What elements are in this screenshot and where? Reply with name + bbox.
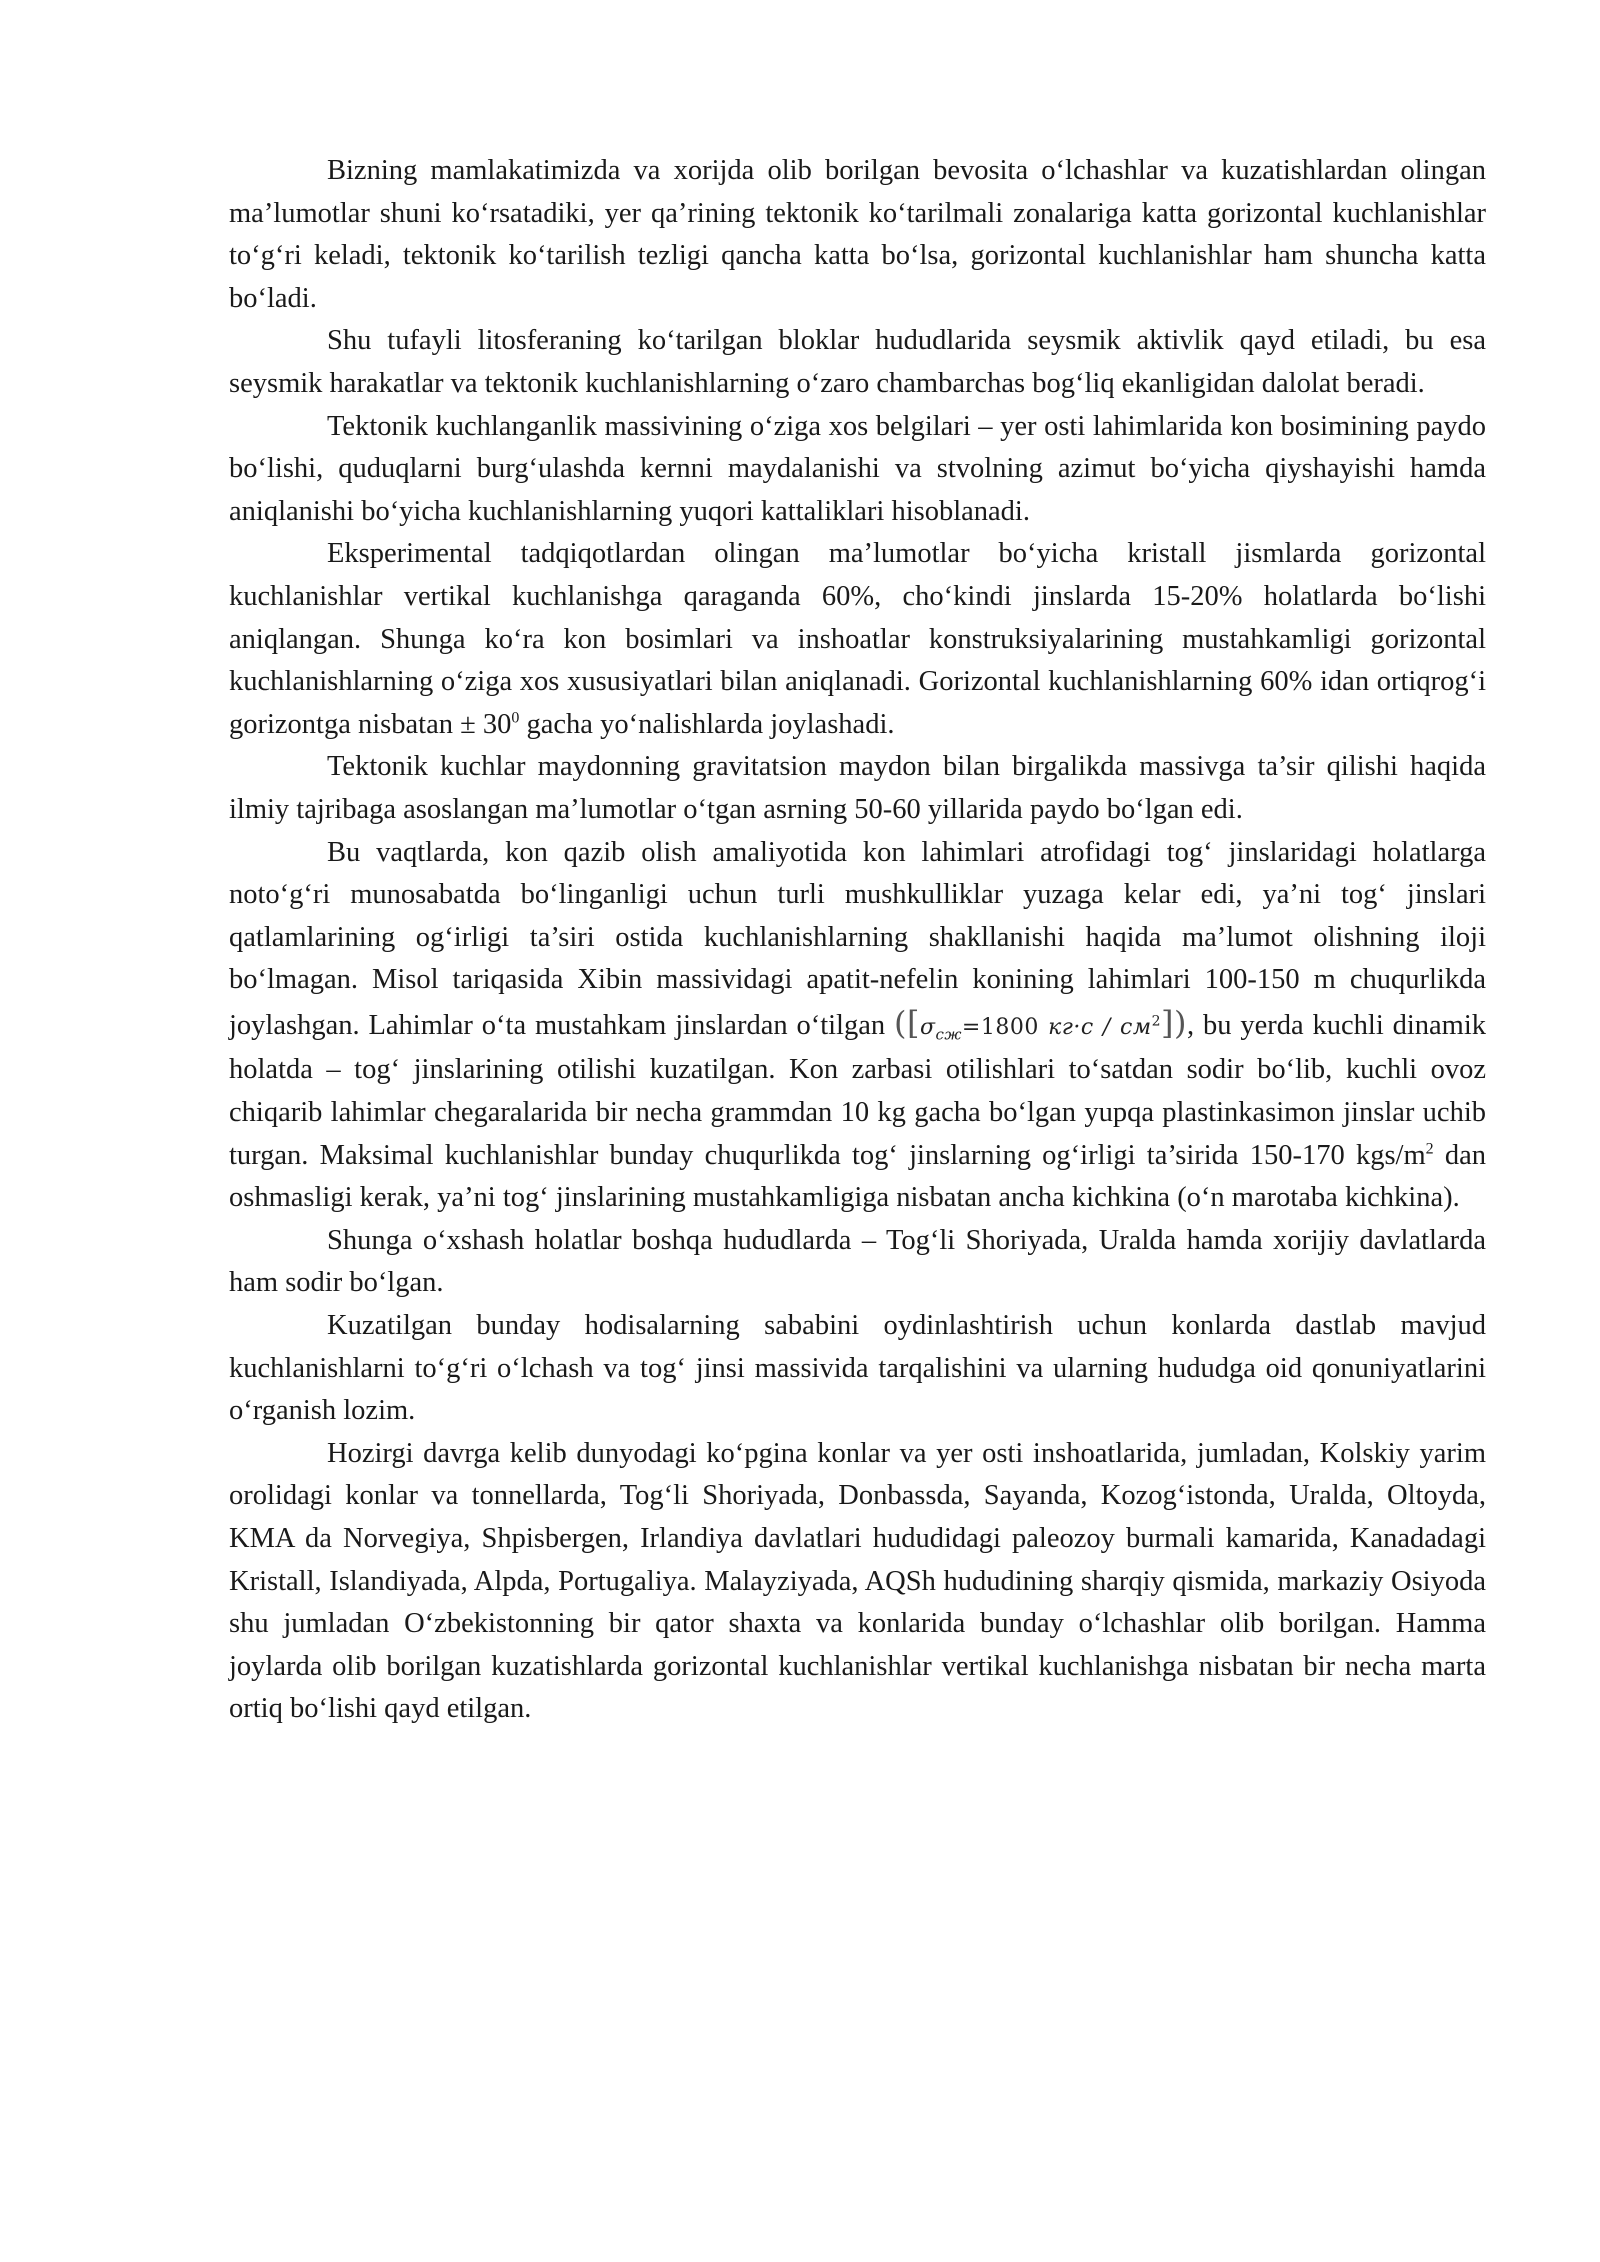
formula-equals: = — [961, 1014, 981, 1040]
formula-subscript: сж — [935, 1025, 962, 1044]
paragraph-5: Tektonik kuchlar maydonning gravitatsion maydon bilan birgalikda massivga ta’sir qilishi haqida ilmiy tajribaga asoslangan ma’lumotlar o‘tgan asrning 50-60 yillarida paydo bo‘lgan edi. — [229, 751, 1486, 825]
paragraph-6-text-before: Bu vaqtlarda, kon qazib olish amaliyotida kon lahimlari atrofidagi tog‘ jinslaridagi holatlarga noto‘g‘ri munosabatda bo‘linganligi uchun turli mushkulliklar yuzaga kelar edi, ya’ni tog‘ jinslari qatlamlarining og‘irligi ta’siri ostida kuchlanishlarning shakllanishi haqida ma’lumot olishning iloji bo‘lmagan. Misol tariqasida Xibin massividagi apatit-nefelin konining lahimlari 100-150 m chuqurlikda joylashgan. Lahimlar o‘ta mustahkam jinslardan o‘tilgan — [229, 836, 1486, 1041]
degree-superscript: 0 — [511, 709, 520, 727]
paragraph-6 — [229, 832, 1486, 1220]
document-page — [229, 150, 1486, 1731]
formula-unit: кг·с / см — [1048, 1014, 1152, 1040]
paragraph-8: Kuzatilgan bunday hodisalarning sababini oydinlashtirish uchun konlarda dastlab mavjud kuchlanishlarni to‘g‘ri o‘lchash va tog‘ jinsi massivida tarqalishini va ularning hududga oid qonuniyatlarini o‘rganish lozim. — [229, 1310, 1486, 1427]
formula-sigma: σ — [919, 1014, 936, 1040]
formula-value: 1800 — [980, 1014, 1039, 1040]
paragraph-6-text-after: dan oshmasligi kerak, ya’ni tog‘ jinslarining mustahkamligiga nisbatan ancha kichkina (o‘n marotaba kichkina). — [229, 1139, 1487, 1214]
paragraph-3: Tektonik kuchlanganlik massivining o‘ziga xos belgilari – yer osti lahimlarida kon bosimining paydo bo‘lishi, quduqlarni burg‘ulashda kernni maydalanishi va stvolning azimut bo‘yicha qiyshayishi hamda aniqlanishi bo‘yicha kuchlanishlarning yuqori kattaliklari hisoblanadi. — [229, 410, 1486, 527]
paragraph-4 — [229, 533, 1486, 746]
formula-power: 2 — [1151, 1013, 1162, 1030]
compressive-strength-formula: ([$\sigma_{сж}=1800$ $кг\cdot с / см^2$]) — [893, 1003, 1187, 1044]
paragraph-9: Hozirgi davrga kelib dunyodagi ko‘pgina konlar va yer osti inshoatlarida, jumladan, Kolskiy yarim orolidagi konlar va tonnellarda, Tog‘li Shoriyada, Donbassda, Sayanda, Kozog‘istonda, Uralda, Oltoyda, KMA da Norvegiya, Shpisbergen, Irlandiya davlatlari hududidagi paleozoy burmali kamarida, Kanadadagi Kristall, Islandiyada, Alpda, Portugaliya. Malayziyada, AQSh hududining sharqiy qismida, markaziy Osiyoda shu jumladan O‘zbekistonning bir qator shaxta va konlarida bunday o‘lchashlar olib borilgan. Hamma joylarda olib borilgan kuzatishlarda gorizontal kuchlanishlar vertikal kuchlanishga nisbatan bir necha marta ortiq bo‘lishi qayd etilgan. — [229, 1437, 1486, 1725]
paragraph-4-text-before: Eksperimental tadqiqotlardan olingan ma’lumotlar bo‘yicha kristall jismlarda gorizontal kuchlanishlar vertikal kuchlanishga qaraganda 60%, cho‘kindi jinslarda 15-20% holatlarda bo‘lishi aniqlangan. Shunga ko‘ra kon bosimlari va inshoatlar konstruksiyalarining mustahkamligi gorizontal kuchlanishlarning o‘ziga xos xususiyatlari bilan aniqlanadi. Gorizontal kuchlanishlarning 60% idan ortiqrog‘i gorizontga nisbatan ± 30 — [229, 538, 1486, 740]
paragraph-4-text-after: gacha yo‘nalishlarda joylashadi. — [519, 708, 895, 740]
paragraph-1: Bizning mamlakatimizda va xorijda olib borilgan bevosita o‘lchashlar va kuzatishlardan olingan ma’lumotlar shuni ko‘rsatadiki, yer qa’rining tektonik ko‘tarilmali zonalariga katta gorizontal kuchlanishlar to‘g‘ri keladi, tektonik ko‘tarilish tezligi qancha katta bo‘lsa, gorizontal kuchlanishlar ham shuncha katta bo‘ladi. — [229, 155, 1486, 314]
paragraph-2: Shu tufayli litosferaning ko‘tarilgan bloklar hududlarida seysmik aktivlik qayd etiladi, bu esa seysmik harakatlar va tektonik kuchlanishlarning o‘zaro chambarchas bog‘liq ekanligidan dalolat beradi. — [229, 325, 1486, 399]
paragraph-7: Shunga o‘xshash holatlar boshqa hududlarda – Tog‘li Shoriyada, Uralda hamda xorijiy davlatlarda ham sodir bo‘lgan. — [229, 1224, 1486, 1299]
paragraph-6-text-middle: , bu yerda kuchli dinamik holatda – tog‘ jinslarining otilishi kuzatilgan. Kon zarbasi otilishlari to‘satdan sodir bo‘lib, kuchli ovoz chiqarib lahimlar chegaralarida bir necha grammdan 10 kg gacha bo‘lgan yupqa plastinkasimon jinslar uchib turgan. Maksimal kuchlanishlar bunday chuqurlikda tog‘ jinslarning og‘irligi ta’sirida 150-170 kgs/m — [229, 1009, 1487, 1171]
square-superscript: 2 — [1425, 1140, 1434, 1158]
